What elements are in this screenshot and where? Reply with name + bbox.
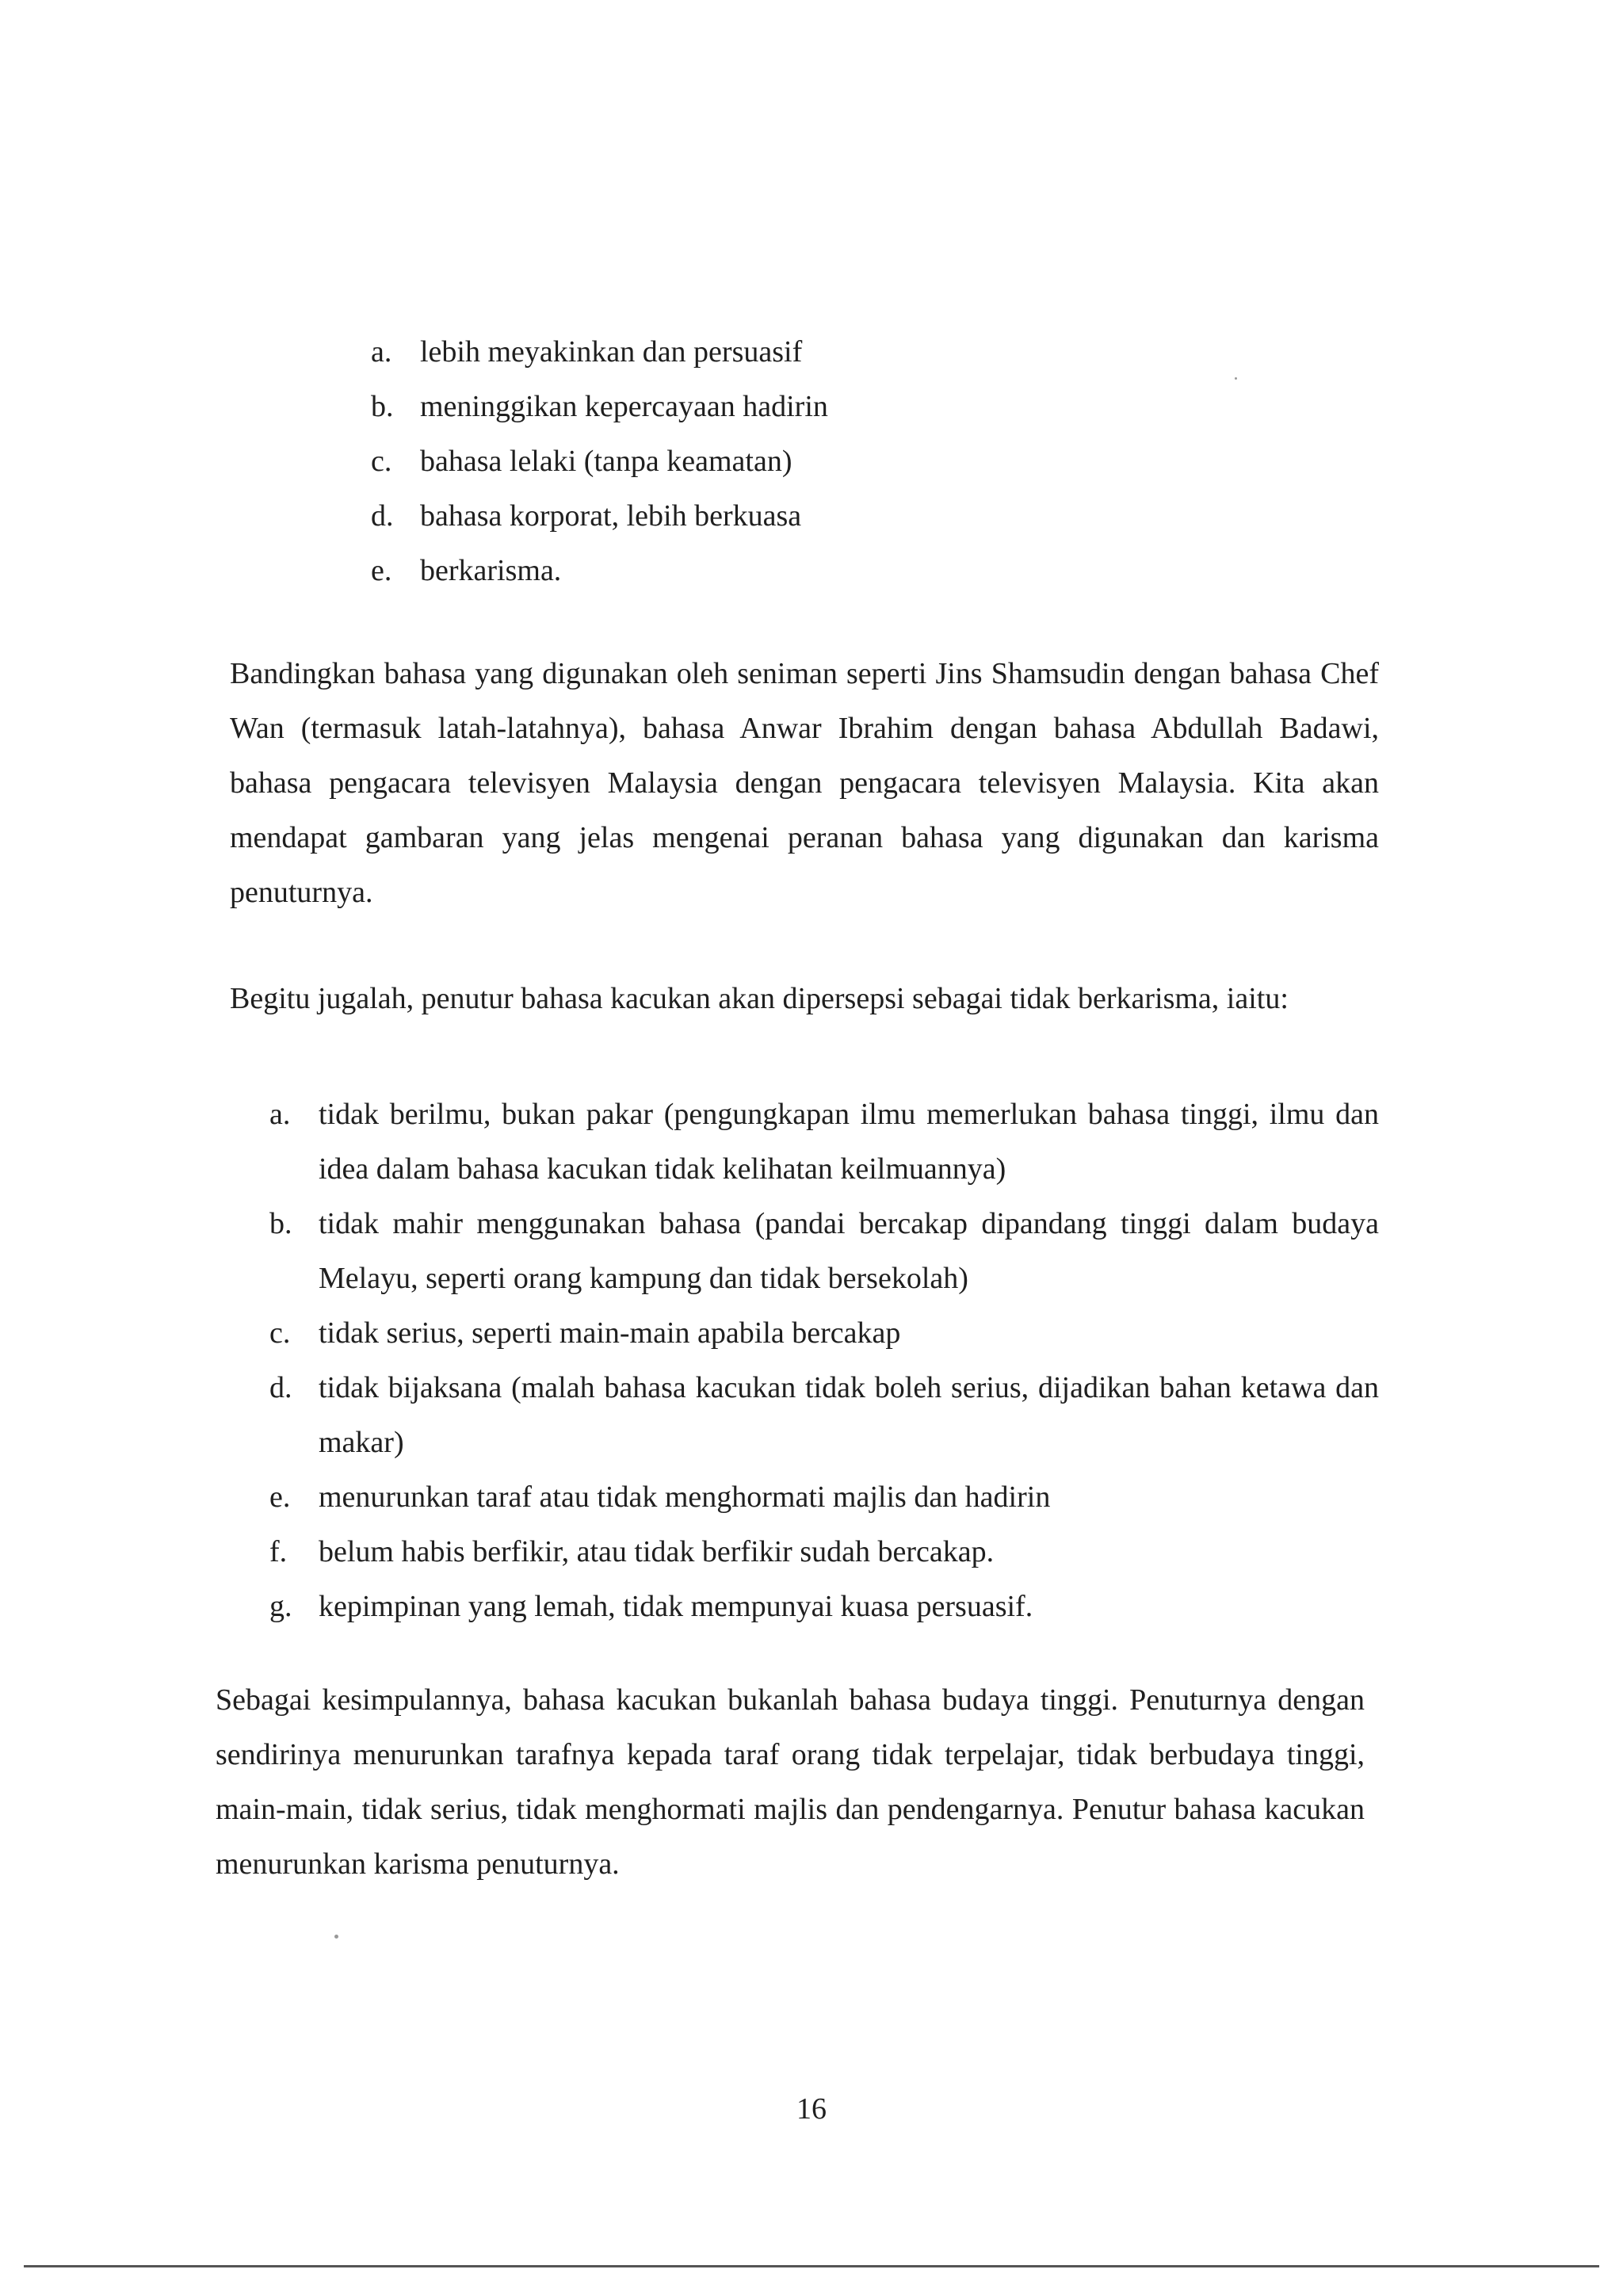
scan-edge-rule — [24, 2265, 1599, 2267]
list-item-text: meninggikan kepercayaan hadirin — [420, 390, 828, 423]
top-list — [371, 325, 1322, 598]
paragraph-comparison: Bandingkan bahasa yang digunakan oleh seniman seperti Jins Shamsudin dengan bahasa Chef Wan (termasuk latah-latahnya), bahasa Anwar Ibrahim dengan bahasa Abdullah Badawi, bahasa pengacara televisyen Malaysia dengan pengacara televisyen Malaysia. Kita akan mendapat gambaran yang jelas mengenai peranan bahasa yang digunakan dan karisma penuturnya. — [230, 657, 1379, 909]
list-item-text: menurunkan taraf atau tidak menghormati majlis dan hadirin — [319, 1480, 1051, 1514]
list-item — [371, 489, 1322, 544]
list-item-text: belum habis berfikir, atau tidak berfikir sudah bercakap. — [319, 1535, 995, 1568]
scan-speck — [334, 1935, 338, 1939]
list-item-text: tidak serius, seperti main-main apabila bercakap — [319, 1316, 901, 1350]
list-marker: a. — [269, 1098, 291, 1131]
list-item-text: tidak berilmu, bukan pakar (pengungkapan ilmu memerlukan bahasa tinggi, ilmu dan idea dalam bahasa kacukan tidak kelihatan keilmuannya) — [319, 1098, 1379, 1186]
list-marker: b. — [371, 390, 394, 423]
list-item — [269, 1087, 1379, 1197]
list-marker: a. — [371, 335, 392, 369]
list-item — [269, 1361, 1379, 1470]
list-item — [269, 1306, 1379, 1361]
list-item — [269, 1580, 1379, 1634]
list-item-text: bahasa lelaki (tanpa keamatan) — [420, 445, 792, 478]
list-marker: d. — [371, 499, 394, 533]
list-item-text: berkarisma. — [420, 554, 562, 587]
list-marker: c. — [371, 445, 392, 478]
list-marker: e. — [371, 554, 392, 587]
scan-speck — [1235, 377, 1237, 380]
list-item — [269, 1470, 1379, 1525]
list-item — [269, 1525, 1379, 1580]
list-item — [371, 380, 1322, 434]
list-marker: g. — [269, 1590, 292, 1623]
list-item-text: kepimpinan yang lemah, tidak mempunyai kuasa persuasif. — [319, 1590, 1033, 1623]
list-marker: f. — [269, 1535, 288, 1568]
list-item-text: bahasa korporat, lebih berkuasa — [420, 499, 802, 533]
list-item — [371, 434, 1322, 489]
bottom-list — [269, 1087, 1379, 1634]
paragraph-conclusion: Sebagai kesimpulannya, bahasa kacukan bukanlah bahasa budaya tinggi. Penuturnya dengan sendirinya menurunkan tarafnya kepada taraf orang tidak terpelajar, tidak berbudaya tinggi, main-main, tidak serius, tidak menghormati majlis dan pendengarnya. Penutur bahasa kacukan menurunkan karisma penuturnya. — [216, 1683, 1365, 1881]
page-number: 16 — [796, 2092, 827, 2126]
list-item — [371, 325, 1322, 380]
paragraph-intro-list: Begitu jugalah, penutur bahasa kacukan akan dipersepsi sebagai tidak berkarisma, iaitu: — [230, 982, 1289, 1015]
list-item-text: tidak mahir menggunakan bahasa (pandai bercakap dipandang tinggi dalam budaya Melayu, seperti orang kampung dan tidak bersekolah) — [319, 1207, 1379, 1295]
list-item — [371, 544, 1322, 598]
list-item-text: lebih meyakinkan dan persuasif — [420, 335, 803, 369]
list-item-text: tidak bijaksana (malah bahasa kacukan tidak boleh serius, dijadikan bahan ketawa dan makar) — [319, 1371, 1379, 1459]
list-item — [269, 1197, 1379, 1306]
list-marker: c. — [269, 1316, 291, 1350]
list-marker: d. — [269, 1371, 292, 1404]
list-marker: e. — [269, 1480, 291, 1514]
list-marker: b. — [269, 1207, 292, 1240]
